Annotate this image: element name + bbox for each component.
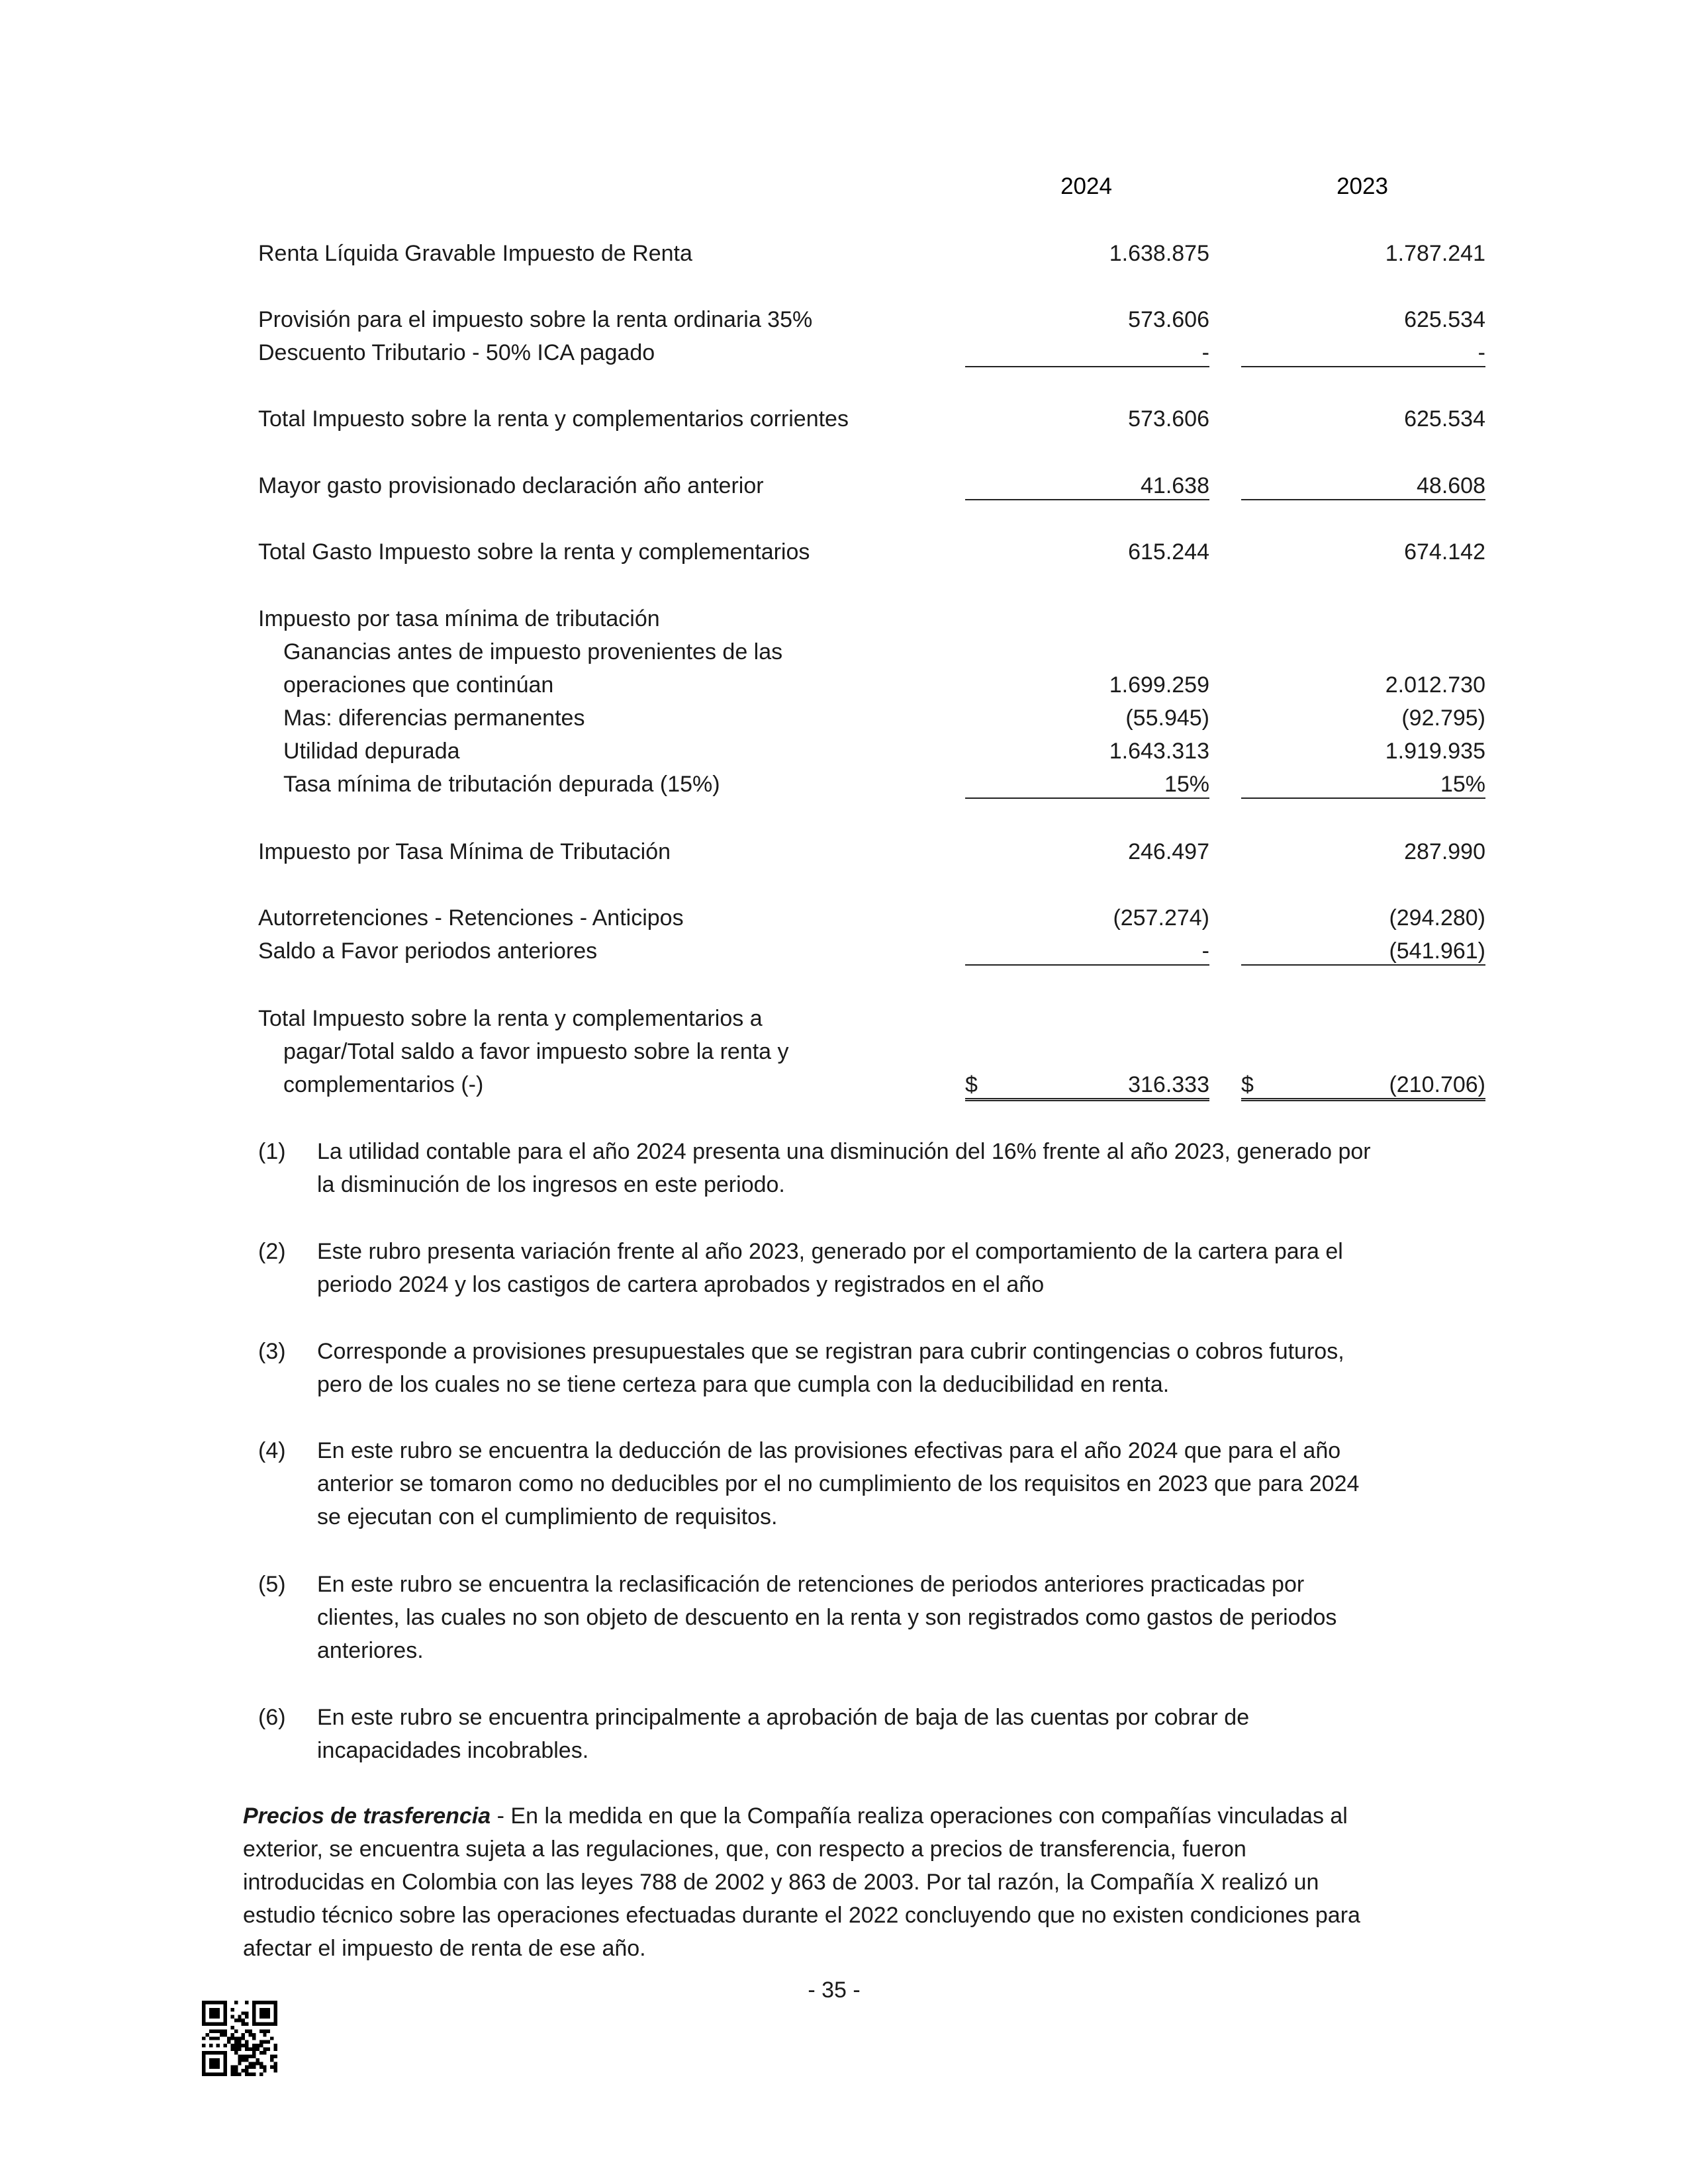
row-label: Total Impuesto sobre la renta y complementarios a [258, 1006, 763, 1031]
value-2023: 674.142 [1404, 539, 1485, 565]
qr-module [270, 2036, 273, 2040]
qr-module [234, 2001, 238, 2004]
qr-module [242, 2019, 245, 2022]
qr-module [216, 2044, 220, 2047]
row-label: operaciones que continúan [283, 672, 554, 698]
qr-module [234, 2048, 238, 2051]
qr-module [259, 2008, 263, 2011]
qr-module [234, 2069, 238, 2072]
footnote-line: pero de los cuales no se tiene certeza para que cumpla con la deducibilidad en renta. [317, 1372, 1170, 1397]
row-label: Total Gasto Impuesto sobre la renta y complementarios [258, 539, 810, 565]
qr-module [252, 2019, 256, 2022]
qr-module [267, 2048, 270, 2051]
qr-module [263, 2069, 266, 2072]
qr-module [242, 2044, 245, 2047]
qr-module [209, 2001, 212, 2004]
qr-module [249, 2066, 252, 2069]
qr-module [209, 2066, 212, 2069]
qr-module [224, 2001, 227, 2004]
qr-module [209, 2062, 212, 2065]
qr-module [230, 2048, 234, 2051]
qr-module [242, 2058, 245, 2062]
qr-module [224, 2044, 227, 2047]
qr-module [274, 2066, 277, 2069]
qr-module [238, 2073, 241, 2076]
value-2023: 1.919.935 [1385, 739, 1485, 764]
qr-module [267, 2001, 270, 2004]
qr-module [212, 2029, 216, 2032]
qr-module [205, 2023, 209, 2026]
qr-module [242, 2036, 245, 2040]
qr-module [209, 2011, 212, 2015]
qr-module [274, 2069, 277, 2072]
qr-module [274, 2015, 277, 2019]
value-2024: 573.606 [1128, 406, 1209, 432]
qr-module [245, 2058, 248, 2062]
qr-module [263, 2023, 266, 2026]
value-2024: - [965, 340, 1209, 367]
qr-module [263, 2001, 266, 2004]
paragraph-line: exterior, se encuentra sujeta a las regulaciones, que, con respecto a precios de transferencia, fueron [243, 1837, 1246, 1862]
qr-module [267, 2023, 270, 2026]
qr-module [245, 2040, 248, 2044]
paragraph-line: estudio técnico sobre las operaciones efectuadas durante el 2022 concluyendo que no existen condiciones para [243, 1903, 1360, 1928]
qr-module [242, 2033, 245, 2036]
qr-module [242, 2011, 245, 2015]
paragraph-line: afectar el impuesto de renta de ese año. [243, 1936, 646, 1961]
qr-module [216, 2073, 220, 2076]
qr-module [230, 2015, 234, 2019]
qr-module [212, 2066, 216, 2069]
qr-module [224, 2033, 227, 2036]
qr-module [234, 2019, 238, 2022]
qr-module [202, 2023, 205, 2026]
qr-module [252, 2054, 256, 2058]
qr-module [249, 2033, 252, 2036]
footnote-number: (4) [258, 1438, 286, 1463]
qr-module [212, 2011, 216, 2015]
footnote-line: incapacidades incobrables. [317, 1738, 589, 1763]
qr-module [274, 2023, 277, 2026]
value-2024: 1.699.259 [1109, 672, 1209, 698]
row-label: Renta Líquida Gravable Impuesto de Renta [258, 241, 692, 266]
qr-module [259, 2044, 263, 2047]
qr-module [202, 2001, 205, 2004]
qr-module [259, 2040, 263, 2044]
qr-module [202, 2058, 205, 2062]
qr-module [234, 2029, 238, 2032]
qr-module [245, 2054, 248, 2058]
qr-module [263, 2015, 266, 2019]
qr-module [224, 2069, 227, 2072]
footnote-line: clientes, las cuales no son objeto de descuento en la renta y son registrados como gastos de periodos [317, 1605, 1337, 1630]
qr-module [249, 2048, 252, 2051]
row-label: Tasa mínima de tributación depurada (15%) [283, 772, 720, 797]
qr-module [209, 2051, 212, 2054]
qr-module [234, 2051, 238, 2054]
paragraph-line-1 [243, 1803, 1348, 1829]
total-2023 [1241, 1072, 1485, 1101]
qr-module [245, 2066, 248, 2069]
qr-module [234, 2044, 238, 2047]
qr-module [202, 2069, 205, 2072]
qr-module [234, 2066, 238, 2069]
currency-symbol: $ [965, 1072, 978, 1097]
page-number: - 35 - [808, 1978, 861, 2003]
qr-module [216, 2058, 220, 2062]
row-label: Ganancias antes de impuesto provenientes de las [283, 639, 783, 664]
total-2024 [965, 1072, 1209, 1101]
qr-module [252, 2051, 256, 2054]
qr-module [252, 2023, 256, 2026]
qr-module [252, 2036, 256, 2040]
row-label: Mas: diferencias permanentes [283, 705, 585, 731]
qr-module [234, 2036, 238, 2040]
footnote-line: anterior se tomaron como no deducibles por el no cumplimiento de los requisitos en 2023 que para 2024 [317, 1471, 1360, 1496]
section-label: Impuesto por tasa mínima de tributación [258, 606, 660, 631]
qr-module [212, 2051, 216, 2054]
qr-module [270, 2066, 273, 2069]
qr-module [216, 2062, 220, 2065]
qr-code-graphic [202, 2001, 277, 2076]
qr-module [230, 2066, 234, 2069]
qr-module [245, 2069, 248, 2072]
value-2024: 316.333 [1128, 1072, 1209, 1097]
qr-module [256, 2044, 259, 2047]
qr-module [209, 2008, 212, 2011]
qr-module [263, 2029, 266, 2032]
row-label: pagar/Total saldo a favor impuesto sobre la renta y [283, 1039, 789, 1064]
qr-module [270, 2058, 273, 2062]
qr-module [224, 2015, 227, 2019]
column-header-2023: 2023 [1336, 173, 1388, 199]
qr-module [224, 2023, 227, 2026]
qr-module [242, 2054, 245, 2058]
qr-module [274, 2054, 277, 2058]
value-2023: 1.787.241 [1385, 241, 1485, 266]
qr-module [252, 2033, 256, 2036]
footnote-number: (1) [258, 1139, 286, 1164]
qr-module [252, 2011, 256, 2015]
value-2024: (55.945) [1125, 705, 1209, 731]
qr-module [205, 2033, 209, 2036]
qr-module [202, 2008, 205, 2011]
qr-module [216, 2051, 220, 2054]
qr-module [205, 2073, 209, 2076]
row-label: Utilidad depurada [283, 739, 460, 764]
footnote-line: la disminución de los ingresos en este periodo. [317, 1172, 785, 1197]
qr-module [202, 2015, 205, 2019]
paragraph-title: Precios de trasferencia [243, 1803, 491, 1829]
qr-module [238, 2054, 241, 2058]
qr-module [270, 2001, 273, 2004]
qr-module [224, 2011, 227, 2015]
qr-module [256, 2023, 259, 2026]
qr-module [263, 2048, 266, 2051]
qr-module [238, 2062, 241, 2065]
qr-module [263, 2033, 266, 2036]
qr-module [224, 2004, 227, 2007]
qr-module [238, 2040, 241, 2044]
value-2023: 2.012.730 [1385, 672, 1485, 698]
qr-module [256, 2058, 259, 2062]
qr-module [202, 2054, 205, 2058]
qr-module [220, 2051, 223, 2054]
qr-module [202, 2019, 205, 2022]
qr-module [212, 2036, 216, 2040]
qr-module [259, 2029, 263, 2032]
qr-module [267, 2011, 270, 2015]
value-2023: 48.608 [1241, 473, 1485, 500]
value-2023: 625.534 [1404, 406, 1485, 432]
row-label: Saldo a Favor periodos anteriores [258, 938, 598, 964]
qr-module [274, 2004, 277, 2007]
footnote-line: Este rubro presenta variación frente al año 2023, generado por el comportamiento de la cartera para el [317, 1239, 1343, 1264]
qr-module [263, 2008, 266, 2011]
qr-module [209, 2023, 212, 2026]
qr-module [274, 2001, 277, 2004]
value-2023: (210.706) [1389, 1072, 1485, 1097]
value-2024: 1.643.313 [1109, 739, 1209, 764]
qr-module [202, 2036, 205, 2040]
qr-module [245, 2023, 248, 2026]
qr-module [212, 2001, 216, 2004]
qr-module [263, 2011, 266, 2015]
qr-module [224, 2066, 227, 2069]
qr-module [274, 2062, 277, 2065]
qr-module [274, 2008, 277, 2011]
qr-module [202, 2073, 205, 2076]
footnote-line: se ejecutan con el cumplimiento de requisitos. [317, 1504, 778, 1529]
qr-module [216, 2008, 220, 2011]
value-2023: (541.961) [1241, 938, 1485, 966]
qr-module [224, 2062, 227, 2065]
row-label: Descuento Tributario - 50% ICA pagado [258, 340, 655, 365]
qr-module [245, 2015, 248, 2019]
value-2024: - [965, 938, 1209, 966]
qr-module [230, 2073, 234, 2076]
footnote-number: (3) [258, 1339, 286, 1364]
qr-module [224, 2073, 227, 2076]
footnote-number: (2) [258, 1239, 286, 1264]
footnote-line: En este rubro se encuentra principalmente a aprobación de baja de las cuentas por cobrar de [317, 1705, 1250, 1730]
qr-module [227, 2040, 230, 2044]
qr-module [259, 2051, 263, 2054]
qr-module [224, 2058, 227, 2062]
qr-module [234, 2040, 238, 2044]
row-label: complementarios (-) [283, 1072, 484, 1097]
value-2023: - [1241, 340, 1485, 367]
footnote-number: (6) [258, 1705, 286, 1730]
qr-module [220, 2033, 223, 2036]
qr-module [209, 2015, 212, 2019]
qr-module [234, 2073, 238, 2076]
qr-module [224, 2019, 227, 2022]
qr-module [267, 2015, 270, 2019]
qr-module [242, 2023, 245, 2026]
qr-module [216, 2023, 220, 2026]
qr-module [274, 2019, 277, 2022]
qr-module [220, 2001, 223, 2004]
qr-module [230, 2033, 234, 2036]
qr-module [259, 2062, 263, 2065]
qr-module [245, 2044, 248, 2047]
qr-module [245, 2001, 248, 2004]
qr-module [209, 2036, 212, 2040]
qr-module [267, 2008, 270, 2011]
footnote-number: (5) [258, 1572, 286, 1597]
qr-module [224, 2029, 227, 2032]
qr-module [224, 2051, 227, 2054]
qr-module [245, 2073, 248, 2076]
qr-module [274, 2044, 277, 2047]
qr-module [256, 2048, 259, 2051]
footnote-line: Corresponde a provisiones presupuestales que se registran para cubrir contingencias o cobros futuros, [317, 1339, 1344, 1364]
qr-module [259, 2015, 263, 2019]
qr-module [209, 2073, 212, 2076]
paragraph-line: introducidas en Colombia con las leyes 788 de 2002 y 863 de 2003. Por tal razón, la Compañía X realizó un [243, 1870, 1319, 1895]
qr-module [249, 2054, 252, 2058]
qr-module [238, 2015, 241, 2019]
row-label: Total Impuesto sobre la renta y complementarios corrientes [258, 406, 849, 432]
qr-module [209, 2044, 212, 2047]
qr-module [270, 2023, 273, 2026]
value-2023: (92.795) [1401, 705, 1485, 731]
qr-module [252, 2015, 256, 2019]
qr-module [230, 2008, 234, 2011]
qr-module [259, 2011, 263, 2015]
qr-module [230, 2044, 234, 2047]
row-label: Provisión para el impuesto sobre la renta ordinaria 35% [258, 307, 813, 332]
footnote-line: En este rubro se encuentra la reclasificación de retenciones de periodos anteriores practicadas por [317, 1572, 1305, 1597]
qr-module [202, 2062, 205, 2065]
qr-module [252, 2048, 256, 2051]
qr-module [274, 2011, 277, 2015]
value-2023: (294.280) [1389, 905, 1485, 931]
qr-module [238, 2044, 241, 2047]
row-label: Impuesto por Tasa Mínima de Tributación [258, 839, 671, 864]
qr-module [202, 2004, 205, 2007]
qr-module [245, 2048, 248, 2051]
qr-module [227, 2036, 230, 2040]
qr-module [274, 2048, 277, 2051]
qr-module [220, 2023, 223, 2026]
qr-module [252, 2004, 256, 2007]
qr-module [245, 2011, 248, 2015]
footnote-line: anteriores. [317, 1638, 424, 1663]
qr-module [256, 2001, 259, 2004]
qr-module [259, 2066, 263, 2069]
qr-module [238, 2036, 241, 2040]
footnote-line: La utilidad contable para el año 2024 presenta una disminución del 16% frente al año 2023, generado por [317, 1139, 1371, 1164]
value-2024: 1.638.875 [1109, 241, 1209, 266]
qr-module [259, 2001, 263, 2004]
currency-symbol: $ [1241, 1072, 1254, 1097]
value-2024: 573.606 [1128, 307, 1209, 332]
qr-module [263, 2040, 266, 2044]
qr-module [270, 2054, 273, 2058]
qr-module [212, 2015, 216, 2019]
row-label: Mayor gasto provisionado declaración año anterior [258, 473, 764, 498]
qr-module [216, 2015, 220, 2019]
qr-module [224, 2008, 227, 2011]
qr-module [224, 2054, 227, 2058]
value-2024: 615.244 [1128, 539, 1209, 565]
qr-module [216, 2001, 220, 2004]
qr-module [238, 2019, 241, 2022]
qr-module [249, 2073, 252, 2076]
value-2024: 246.497 [1128, 839, 1209, 864]
value-2023: 15% [1241, 772, 1485, 799]
qr-module [252, 2062, 256, 2065]
footnote-line: En este rubro se encuentra la deducción de las provisiones efectivas para el año 2024 que para el año [317, 1438, 1341, 1463]
qr-module [252, 2044, 256, 2047]
qr-module [205, 2051, 209, 2054]
qr-module [216, 2011, 220, 2015]
footnote-line: periodo 2024 y los castigos de cartera aprobados y registrados en el año [317, 1272, 1045, 1297]
qr-code-icon [202, 2001, 277, 2076]
qr-module [230, 2069, 234, 2072]
qr-module [242, 2069, 245, 2072]
qr-module [238, 2048, 241, 2051]
value-2023: 287.990 [1404, 839, 1485, 864]
qr-module [267, 2029, 270, 2032]
qr-module [256, 2062, 259, 2065]
value-2023: 625.534 [1404, 307, 1485, 332]
qr-module [216, 2066, 220, 2069]
qr-module [205, 2001, 209, 2004]
qr-module [259, 2023, 263, 2026]
qr-module [259, 2073, 263, 2076]
qr-module [249, 2029, 252, 2032]
qr-module [216, 2036, 220, 2040]
qr-module [212, 2062, 216, 2065]
qr-module [245, 2029, 248, 2032]
paragraph-text: - En la medida en que la Compañía realiza operaciones con compañías vinculadas al [491, 1803, 1348, 1829]
qr-module [249, 2062, 252, 2065]
qr-module [202, 2066, 205, 2069]
qr-module [209, 2029, 212, 2032]
qr-module [238, 2058, 241, 2062]
qr-module [220, 2029, 223, 2032]
column-header-2024: 2024 [1060, 173, 1112, 199]
qr-module [252, 2001, 256, 2004]
row-label: Autorretenciones - Retenciones - Anticipos [258, 905, 684, 931]
qr-module [212, 2008, 216, 2011]
qr-module [252, 2066, 256, 2069]
qr-module [202, 2051, 205, 2054]
qr-module [252, 2008, 256, 2011]
value-2024: 15% [965, 772, 1209, 799]
value-2024: 41.638 [965, 473, 1209, 500]
qr-module [202, 2011, 205, 2015]
qr-module [209, 2058, 212, 2062]
value-2024: (257.274) [1113, 905, 1209, 931]
qr-module [252, 2073, 256, 2076]
qr-module [267, 2040, 270, 2044]
qr-module [220, 2073, 223, 2076]
qr-module [202, 2044, 205, 2047]
qr-module [263, 2051, 266, 2054]
qr-module [212, 2058, 216, 2062]
qr-module [212, 2073, 216, 2076]
qr-module [212, 2023, 216, 2026]
qr-module [230, 2026, 234, 2029]
qr-module [263, 2066, 266, 2069]
qr-module [230, 2036, 234, 2040]
qr-module [216, 2029, 220, 2032]
